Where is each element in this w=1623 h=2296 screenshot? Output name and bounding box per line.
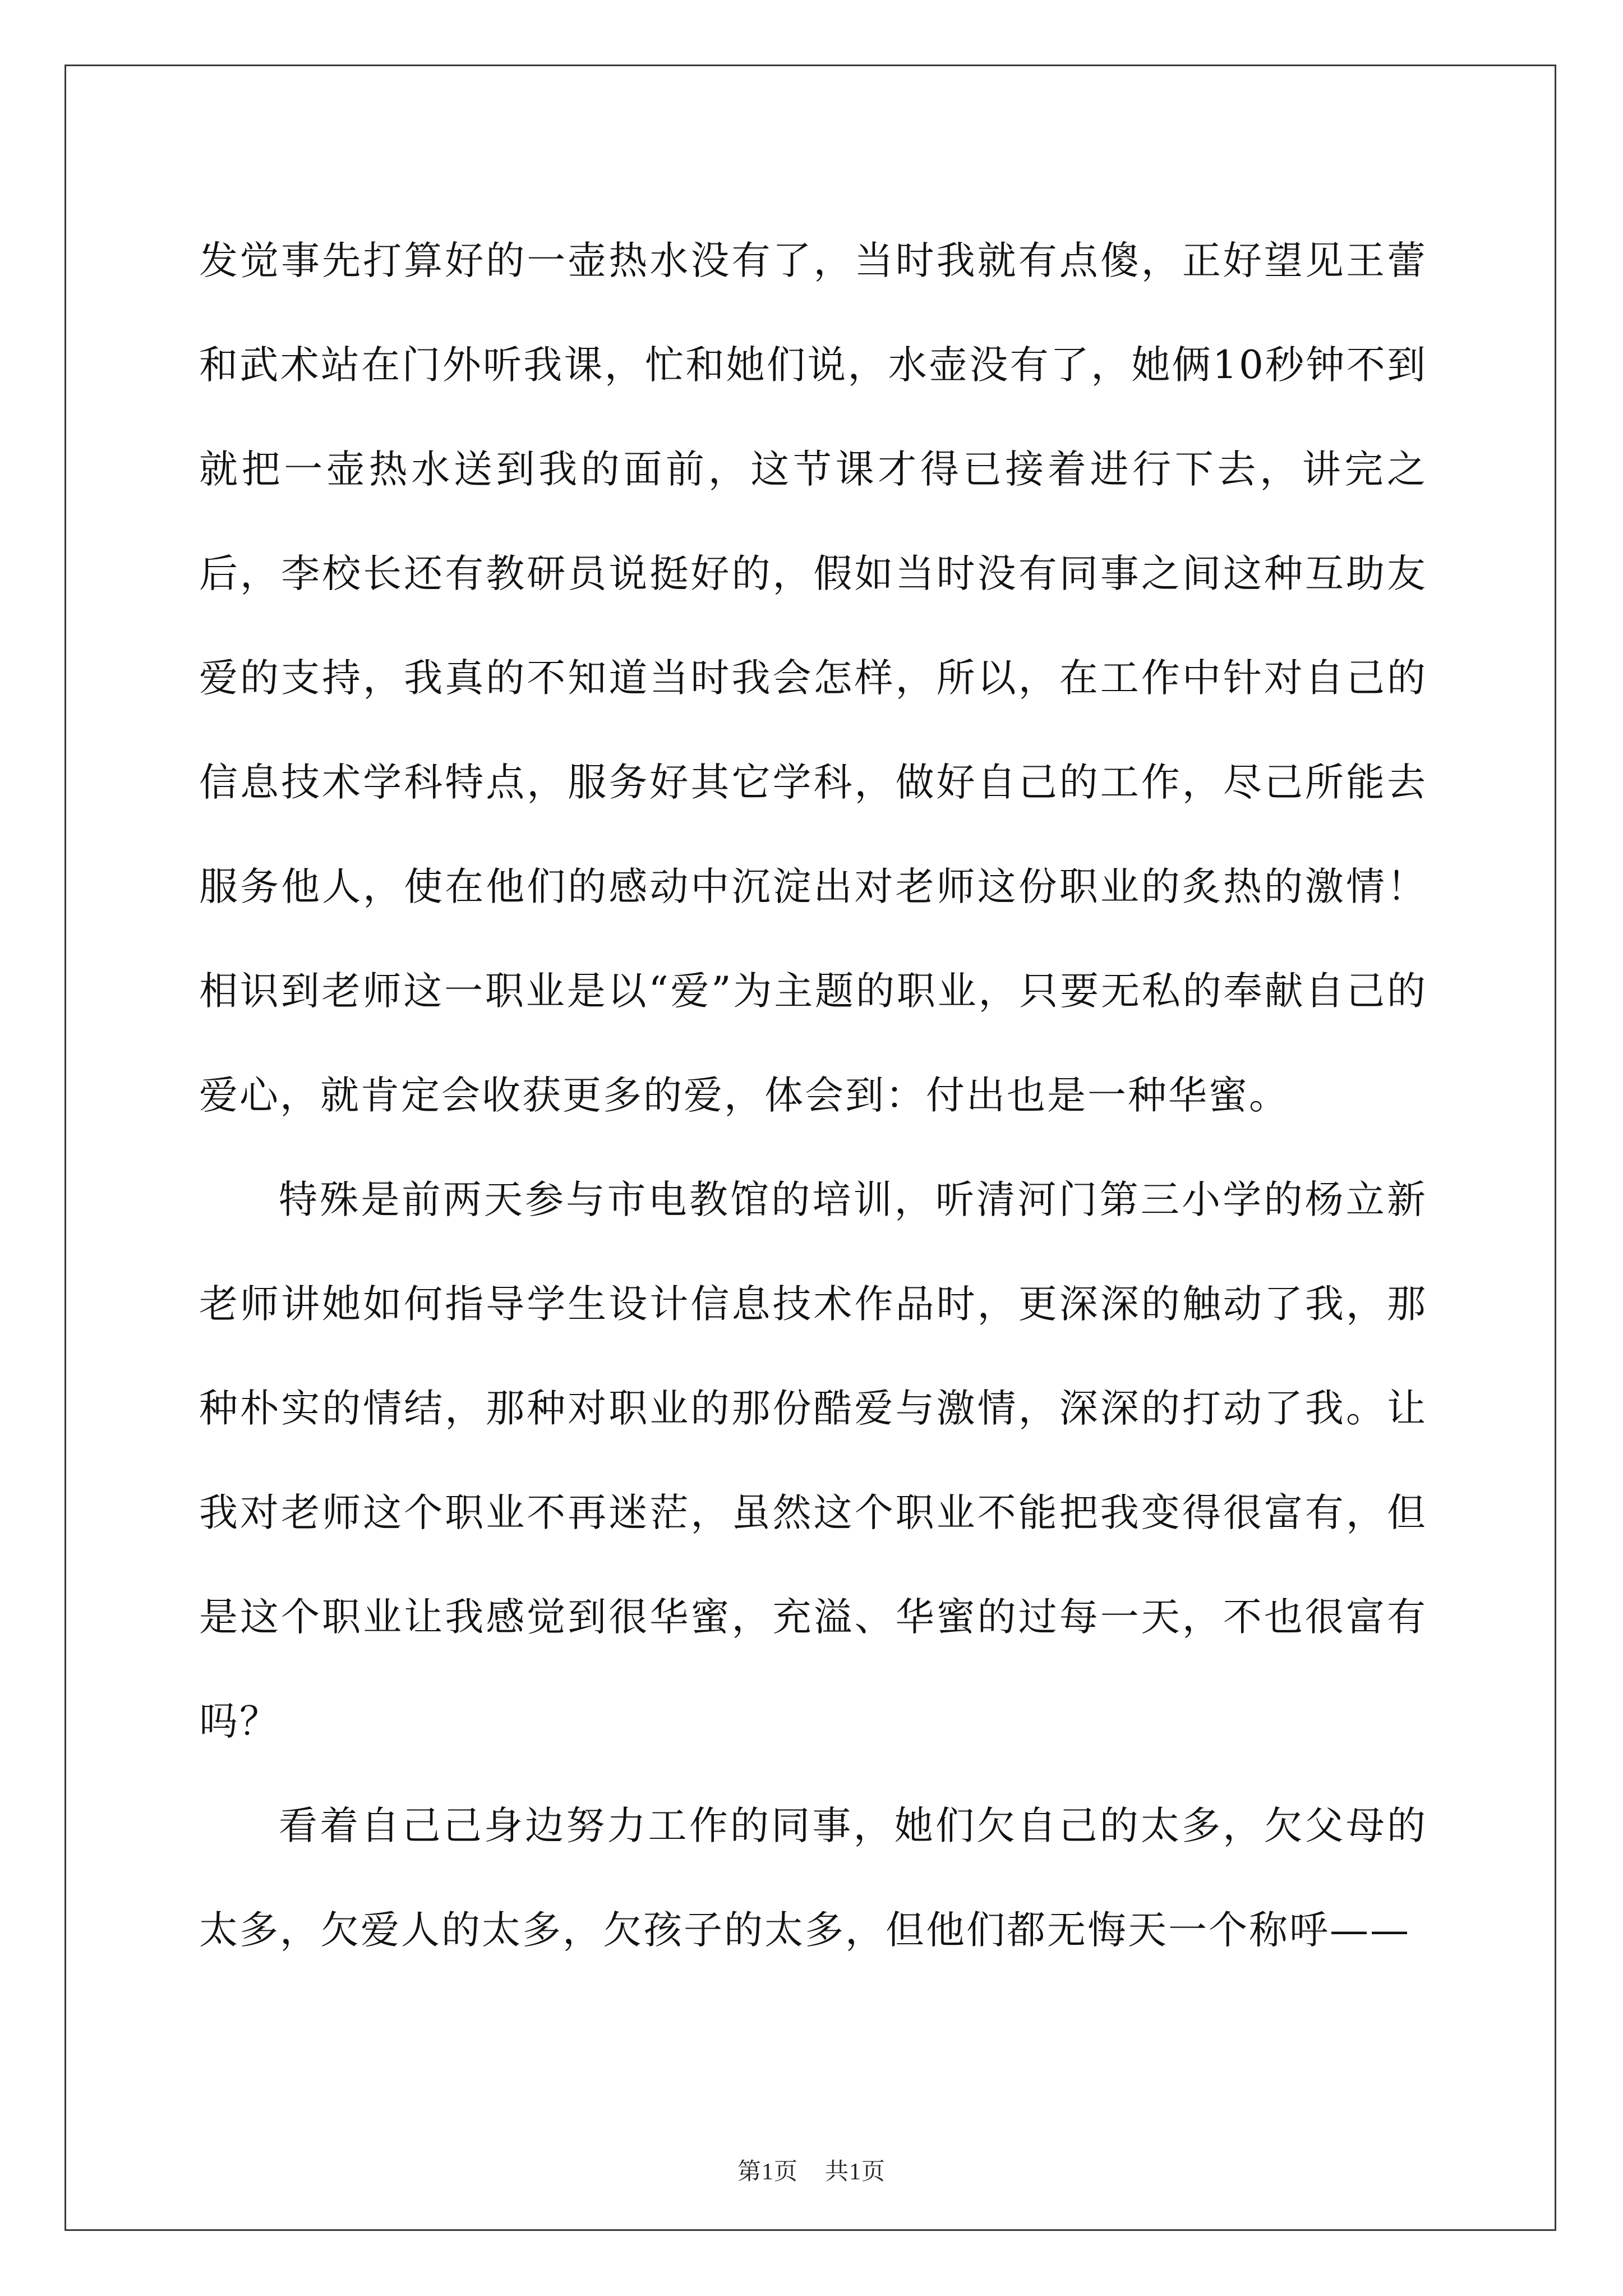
page-number: 第1页 (737, 2159, 798, 2185)
page-total: 共1页 (825, 2159, 886, 2185)
paragraph-2: 特殊是前两天参与市电教馆的培训，听清河门第三小学的杨立新老师讲她如何指导学生设计信息技术作品时，更深深的触动了我，那种朴实的情结，那种对职业的那份酷爱与激情，深深的打动了我。让我对老师这个职业不再迷茫，虽然这个职业不能把我变得很富有，但是这个职业让我感觉到很华蜜，充溢、华蜜的过每一天，不也很富有吗？ (199, 1177, 1427, 1744)
page-footer (0, 2153, 1623, 2187)
paragraph-1: 发觉事先打算好的一壶热水没有了，当时我就有点傻，正好望见王蕾和武术站在门外听我课，忙和她们说，水壶没有了，她俩10秒钟不到就把一壶热水送到我的面前，这节课才得已接着进行下去，讲完之后，李校长还有教研员说挺好的，假如当时没有同事之间这种互助友爱的支持，我真的不知道当时我会怎样，所以，在工作中针对自己的信息技术学科特点，服务好其它学科，做好自己的工作，尽己所能去服务他人，使在他们的感动中沉淀出对老师这份职业的炙热的激情！相识到老师这一职业是以“爱”为主题的职业，只要无私的奉献自己的爱心，就肯定会收获更多的爱，体会到：付出也是一种华蜜。 (199, 238, 1427, 1118)
document-body (199, 209, 1427, 1982)
paragraph-3: 看着自己己身边努力工作的同事，她们欠自己的太多，欠父母的太多，欠爱人的太多，欠孩子的太多，但他们都无悔天一个称呼—— (199, 1803, 1427, 1953)
